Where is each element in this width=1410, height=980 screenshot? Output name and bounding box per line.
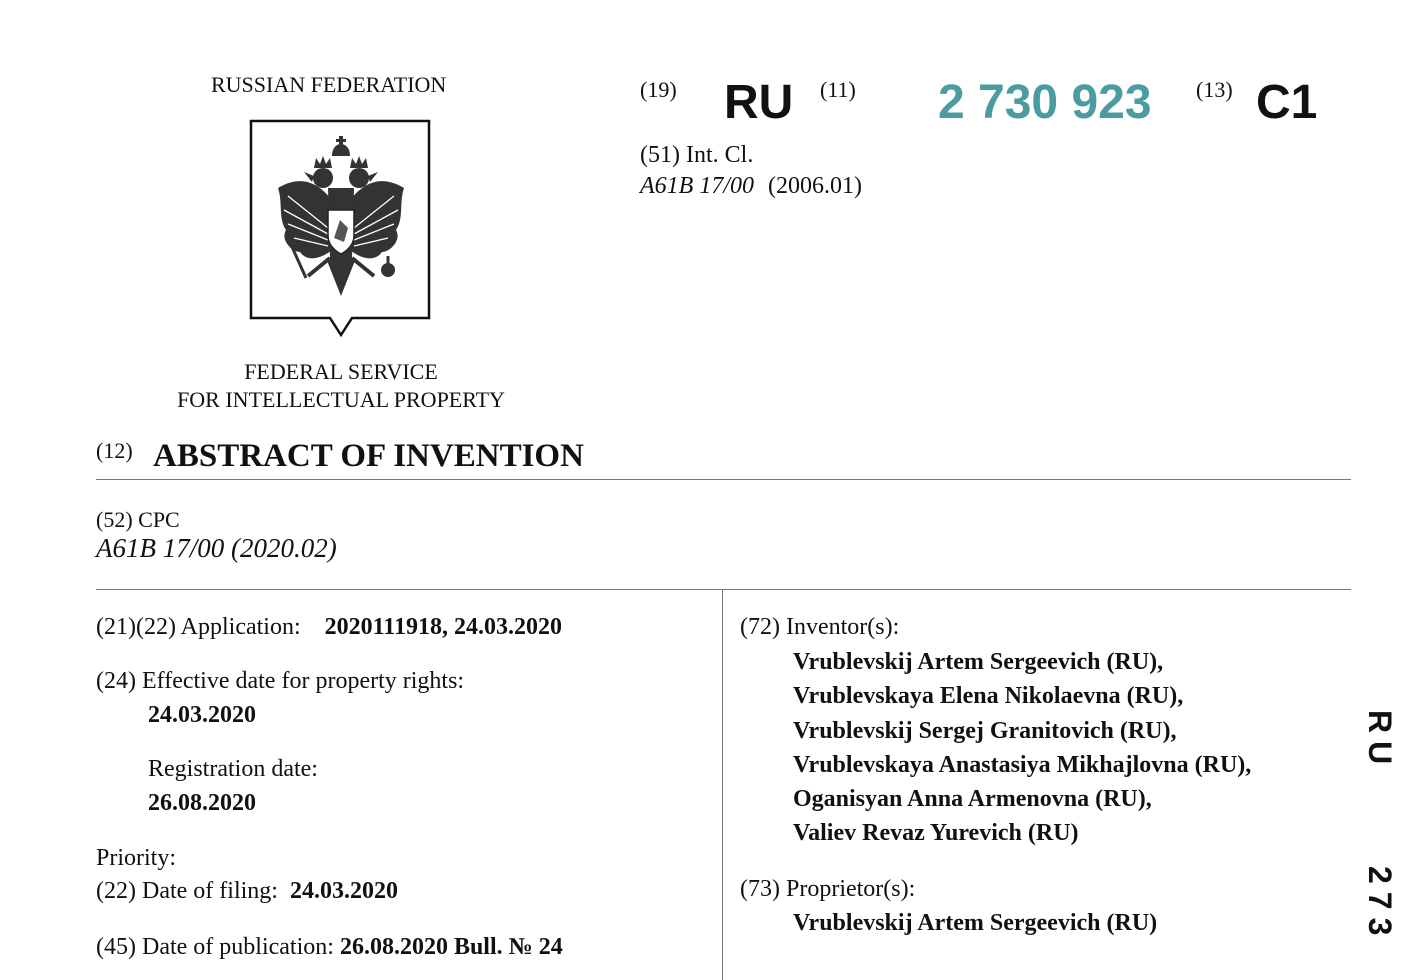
divider [96, 479, 1351, 480]
title-code: (12) [96, 438, 133, 463]
application-value: 2020111918, 24.03.2020 [324, 614, 562, 640]
proprietor-value: Vrublevskij Artem Sergeevich (RU) [793, 910, 1158, 936]
inventors-label: (72) Inventor(s): [740, 614, 900, 640]
int-cl-label: (51) Int. Cl. [640, 142, 754, 168]
document-title: ABSTRACT OF INVENTION [153, 438, 584, 474]
publication-date-field [96, 934, 563, 961]
country-code: RU [724, 76, 794, 129]
agency-name-line1: FEDERAL SERVICE [244, 359, 438, 384]
inventor-item: Vrublevskij Sergej Granitovich (RU), [793, 717, 1177, 744]
inventors-list [793, 647, 1251, 853]
effective-date-value: 24.03.2020 [148, 702, 256, 728]
russian-coat-of-arms-icon [248, 118, 434, 340]
int-cl-version: (2006.01) [768, 173, 862, 199]
inventor-item: Vrublevskij Artem Sergeevich (RU), [793, 649, 1164, 675]
application-field [96, 614, 562, 641]
cpc-label: (52) CPC [96, 507, 180, 532]
code-13: (13) [1196, 77, 1233, 102]
filing-date-label: (22) Date of filing: [96, 878, 278, 904]
proprietor-label: (73) Proprietor(s): [740, 876, 916, 902]
priority-label: Priority: [96, 845, 177, 871]
country-name: RUSSIAN FEDERATION [211, 72, 447, 97]
filing-date-value: 24.03.2020 [289, 878, 398, 904]
publication-date-value: 26.08.2020 [339, 934, 448, 960]
side-number: 273 [1362, 866, 1398, 944]
agency-name-line2: FOR INTELLECTUAL PROPERTY [177, 387, 505, 412]
int-cl-code: A61B 17/00 [640, 173, 754, 199]
bulletin-number: Bull. № 24 [453, 934, 563, 960]
inventor-item: Vrublevskaya Anastasiya Mikhajlovna (RU), [793, 751, 1252, 778]
cpc-code: A61B 17/00 (2020.02) [96, 533, 337, 563]
publication-date-label: (45) Date of publication: [96, 934, 334, 960]
inventor-item: Valiev Revaz Yurevich (RU) [793, 820, 1079, 847]
side-country-code: RU [1362, 710, 1398, 773]
inventor-item: Vrublevskaya Elena Nikolaevna (RU), [793, 683, 1184, 710]
registration-date-value: 26.08.2020 [148, 790, 256, 816]
application-label: (21)(22) Application: [96, 614, 301, 640]
kind-code: C1 [1256, 76, 1318, 129]
code-11: (11) [820, 77, 856, 102]
side-patent-number [1364, 710, 1396, 943]
effective-date-label: (24) Effective date for property rights: [96, 668, 465, 694]
inventor-item: Oganisyan Anna Armenovna (RU), [793, 786, 1152, 813]
patent-number: 2 730 923 [938, 76, 1152, 129]
code-19: (19) [640, 77, 677, 102]
column-divider [722, 590, 723, 980]
filing-date-field [96, 878, 398, 905]
int-cl-classification [640, 173, 862, 200]
divider [96, 589, 1351, 590]
registration-date-label: Registration date: [148, 756, 318, 782]
